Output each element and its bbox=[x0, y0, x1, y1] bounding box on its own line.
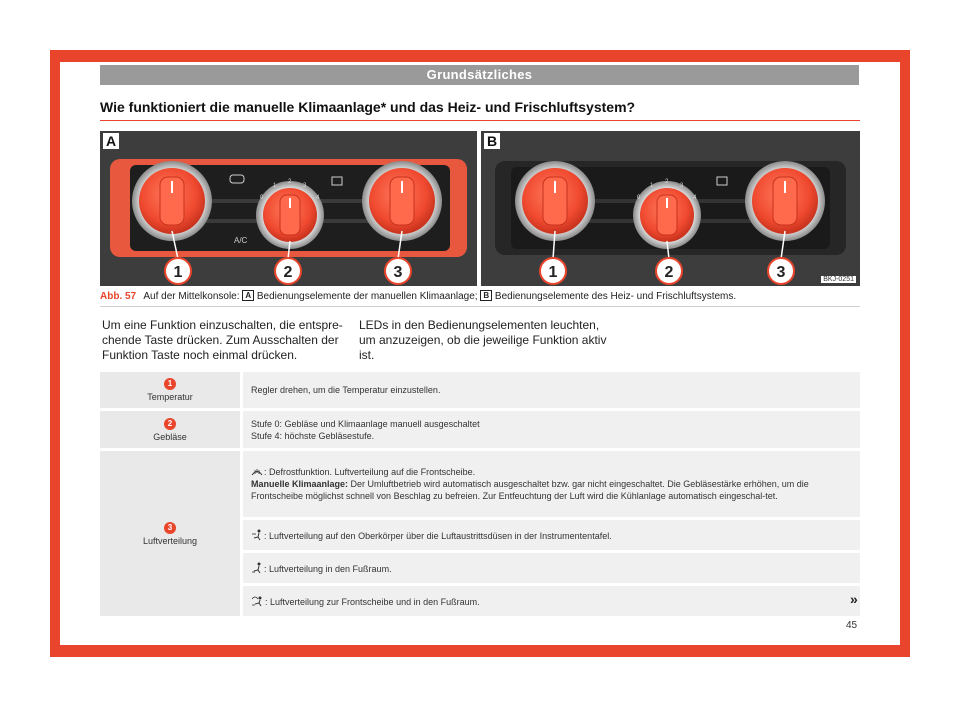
row-label: Temperatur bbox=[147, 392, 193, 402]
sub-entry-upper-body bbox=[243, 520, 860, 550]
table-row bbox=[100, 451, 860, 616]
row-label-cell bbox=[100, 411, 240, 448]
callout-b-3 bbox=[768, 258, 794, 284]
row-text-line-2: Stufe 4: höchste Gebläsestufe. bbox=[251, 430, 375, 441]
fan-mark-b-3: 3 bbox=[680, 183, 684, 189]
body-paragraph-2: LEDs in den Bedienungselementen leuchten, um anzuzeigen, ob die jeweilige Funktion aktiv ist. bbox=[359, 318, 607, 362]
defrost-bold-label: Manuelle Klimaanlage: bbox=[251, 479, 349, 489]
row-label: Gebläse bbox=[153, 431, 187, 442]
fan-mark-b-2: 2 bbox=[665, 179, 669, 185]
controls-table bbox=[100, 372, 860, 619]
row-text-line-1: Stufe 0: Gebläse und Klimaanlage manuell ausgeschaltet bbox=[251, 418, 480, 429]
table-row bbox=[100, 372, 860, 408]
row-description bbox=[243, 411, 860, 448]
row-number-badge: 1 bbox=[164, 378, 176, 390]
page-number: 45 bbox=[846, 620, 858, 631]
caption-abb: Abb. 57 bbox=[100, 291, 137, 302]
windscreen-footwell-text: : Luftverteilung zur Frontscheibe und in den Fußraum. bbox=[265, 596, 480, 607]
row-label: Luftverteilung bbox=[142, 535, 198, 546]
svg-text:2: 2 bbox=[283, 264, 293, 281]
callout-b-2 bbox=[656, 258, 682, 284]
table-row bbox=[100, 411, 860, 448]
defrost-icon bbox=[251, 467, 263, 477]
heading-rule bbox=[100, 120, 860, 121]
panel-a-manual-ac bbox=[100, 131, 477, 286]
row-number-badge: 2 bbox=[164, 418, 176, 430]
fan-mark-1: 1 bbox=[273, 183, 277, 189]
figure-abb-57 bbox=[100, 131, 860, 288]
row-description bbox=[243, 372, 860, 408]
caption-part1: Auf der Mittelkonsole: bbox=[143, 291, 240, 302]
panel-b-heating-system bbox=[481, 131, 860, 286]
section-header: Grundsätzliches bbox=[100, 65, 859, 85]
panel-b-illustration bbox=[481, 131, 860, 286]
svg-text:1: 1 bbox=[173, 264, 183, 281]
footwell-air-icon bbox=[251, 562, 263, 574]
body-paragraph-1: Um eine Funktion einzuschalten, die entspre-chende Taste drücken. Zum Ausschalten der Funktion Taste noch einmal drücken. bbox=[102, 318, 343, 362]
row-label-cell bbox=[100, 451, 240, 616]
figure-code: BKJ-0251 bbox=[823, 276, 854, 283]
svg-text:1: 1 bbox=[548, 264, 558, 281]
air-distribution-knob bbox=[362, 161, 442, 241]
fan-mark-b-1: 1 bbox=[650, 183, 654, 189]
callout-2 bbox=[275, 258, 301, 284]
row-label-cell bbox=[100, 372, 240, 408]
row-text: Regler drehen, um die Temperatur einzustellen. bbox=[251, 385, 441, 395]
page-heading: Wie funktioniert die manuelle Klimaanlage* und das Heiz- und Frischluftsystem? bbox=[100, 99, 636, 115]
figure-caption bbox=[100, 290, 860, 307]
fan-mark-b-0: 0 bbox=[637, 195, 641, 201]
caption-part3: Bedienungselemente des Heiz- und Frischluftsystems. bbox=[494, 291, 737, 302]
caption-part2: Bedienungselemente der manuellen Klimaanlage; bbox=[256, 291, 478, 302]
windscreen-footwell-air-icon bbox=[251, 595, 264, 607]
svg-text:3: 3 bbox=[393, 264, 403, 281]
panel-a-illustration bbox=[100, 131, 477, 286]
row-sub-entries bbox=[243, 451, 860, 616]
upper-body-air-icon bbox=[251, 529, 263, 541]
svg-text:2: 2 bbox=[664, 264, 674, 281]
callout-b-1 bbox=[540, 258, 566, 284]
caption-box-b: B bbox=[480, 290, 492, 301]
defrost-detail: Der Umluftbetrieb wird automatisch ausgeschaltet bzw. gar nicht eingeschaltet. Die Gebläsestärke erhöhen, um die Frontscheibe möglichst schnell von Beschlag zu befreien. Zur Entfeuchtung der Luft wird die Kühlanlage automatisch eingeschal-tet. bbox=[251, 479, 809, 501]
caption-box-a: A bbox=[242, 290, 254, 301]
fan-mark-2: 2 bbox=[288, 179, 292, 185]
fan-mark-0: 0 bbox=[260, 195, 264, 201]
callout-1 bbox=[165, 258, 191, 284]
sub-entry-footwell bbox=[243, 553, 860, 583]
air-distribution-knob-b bbox=[745, 161, 825, 241]
sub-entry-windscreen-footwell bbox=[243, 586, 860, 616]
panel-b-letter: B bbox=[484, 133, 500, 149]
ac-label: A/C bbox=[234, 236, 248, 245]
callout-3 bbox=[385, 258, 411, 284]
defrost-text: : Defrostfunktion. Luftverteilung auf die Frontscheibe. bbox=[264, 467, 476, 477]
temperature-knob bbox=[132, 161, 212, 241]
row-number-badge: 3 bbox=[164, 522, 176, 534]
fan-mark-b-4: 4 bbox=[693, 195, 697, 201]
panel-a-letter: A bbox=[103, 133, 119, 149]
fan-mark-3: 3 bbox=[303, 183, 307, 189]
svg-text:3: 3 bbox=[776, 264, 786, 281]
upper-body-text: : Luftverteilung auf den Oberkörper über die Luftaustrittsdüsen in der Instrumententafel. bbox=[264, 530, 612, 541]
continue-marker: » bbox=[850, 591, 858, 607]
footwell-text: : Luftverteilung in den Fußraum. bbox=[264, 563, 392, 574]
temperature-knob-b bbox=[515, 161, 595, 241]
sub-entry-defrost bbox=[243, 451, 860, 517]
fan-mark-4: 4 bbox=[316, 195, 320, 201]
